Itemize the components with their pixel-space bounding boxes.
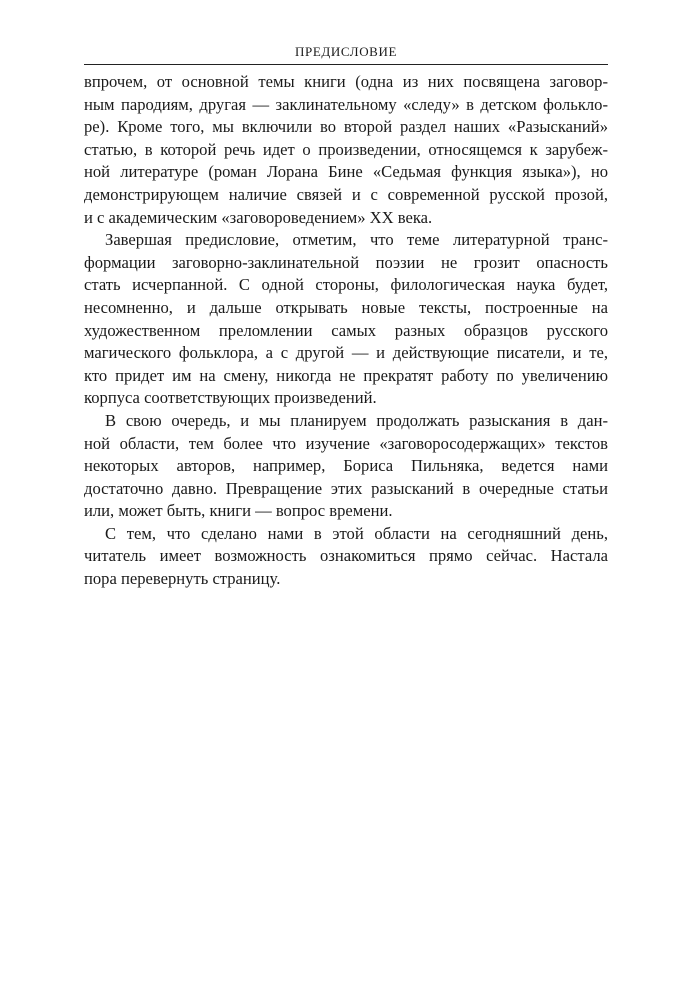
paragraph-1	[84, 71, 608, 229]
text-line: ным пародиям, другая — заклинательному «следу» в детском фолькло-	[84, 94, 608, 114]
text-line: ной литературе (роман Лорана Бине «Седьмая функция языка»), но	[84, 162, 608, 182]
text-line: или, может быть, книги — вопрос времени.	[84, 501, 393, 521]
text-line: ной области, тем более что изучение «заговоросодержащих» текстов	[84, 433, 608, 453]
text-line: формации заговорно-заклинательной поэзии не грозит опасность	[84, 252, 608, 272]
text-line: В свою очередь, и мы планируем продолжать разыскания в дан-	[105, 410, 608, 430]
text-line: демонстрирующем наличие связей и с современной русской прозой,	[84, 184, 608, 204]
text-line: статью, в которой речь идет о произведении, относящемся к зарубеж-	[84, 139, 608, 159]
text-line: Завершая предисловие, отметим, что теме литературной транс-	[105, 230, 608, 250]
text-line: достаточно давно. Превращение этих разысканий в очередные статьи	[84, 478, 608, 498]
text-line: магического фольклора, а с другой — и действующие писатели, и те,	[84, 343, 608, 363]
text-line: стать исчерпанной. С одной стороны, филологическая наука будет,	[84, 275, 608, 295]
paragraph-3	[84, 410, 608, 523]
text-line: художественном преломлении самых разных образцов русского	[84, 320, 608, 340]
text-line: некоторых авторов, например, Бориса Пильняка, ведется нами	[84, 456, 608, 476]
text-line: ре). Кроме того, мы включили во второй раздел наших «Разысканий»	[84, 117, 608, 137]
text-line: С тем, что сделано нами в этой области на сегодняшний день,	[105, 523, 608, 543]
text-line: впрочем, от основной темы книги (одна из них посвящена заговор-	[84, 72, 608, 91]
book-page	[84, 44, 608, 591]
body-text	[84, 71, 608, 591]
header-rule	[84, 64, 608, 65]
text-line: несомненно, и дальше открывать новые тексты, построенные на	[84, 297, 608, 317]
running-head: ПРЕДИСЛОВИЕ	[295, 44, 397, 59]
text-line: корпуса соответствующих произведений.	[84, 388, 377, 408]
text-line: и с академическим «заговороведением» XX века.	[84, 207, 433, 227]
text-line: пора перевернуть страницу.	[84, 569, 281, 589]
text-line: читатель имеет возможность ознакомиться прямо сейчас. Настала	[84, 546, 608, 566]
paragraph-4	[84, 523, 608, 591]
text-line: кто придет им на смену, никогда не прекратят работу по увеличению	[84, 365, 608, 385]
paragraph-2	[84, 229, 608, 410]
